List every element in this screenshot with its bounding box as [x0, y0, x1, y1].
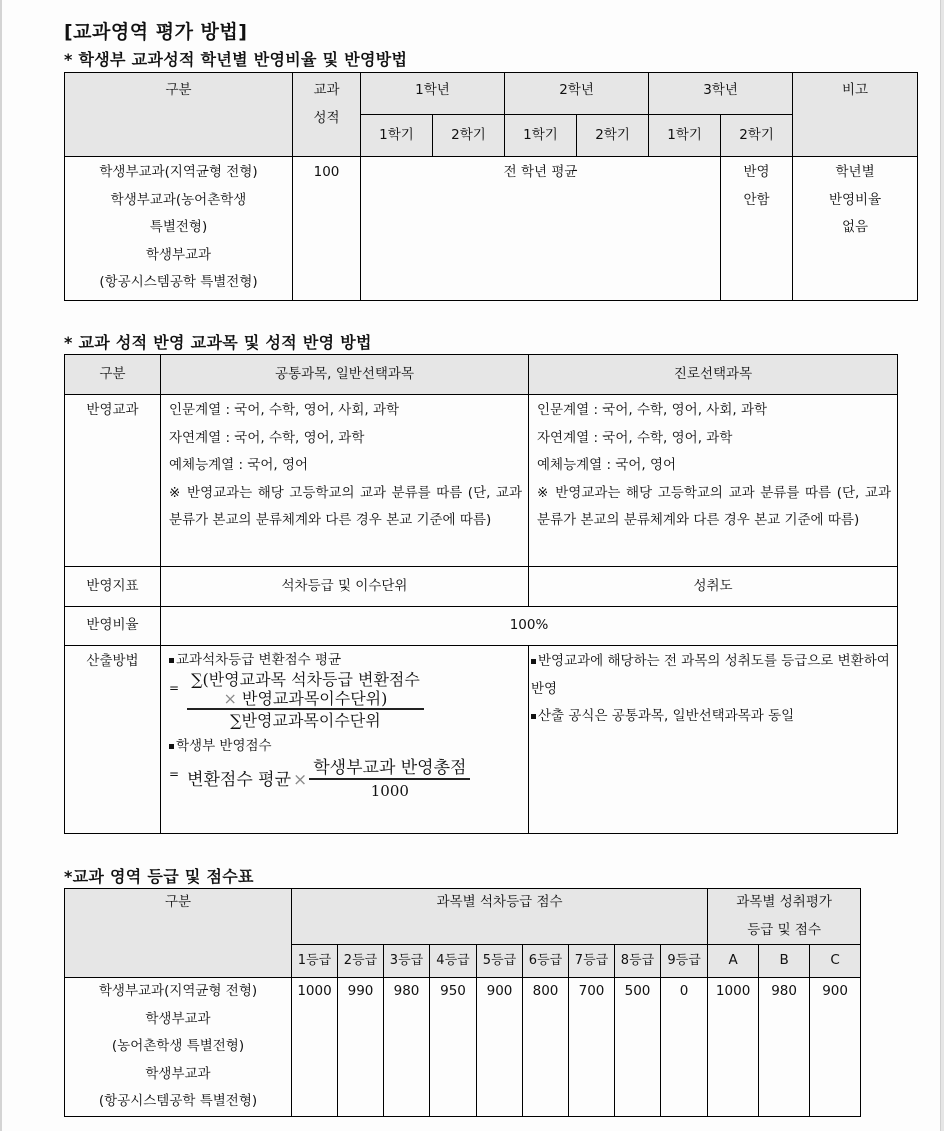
- header-rank: 6등급: [523, 945, 569, 978]
- row-label-method: 산출방법: [65, 646, 161, 834]
- subject-method-table: [64, 354, 898, 834]
- achievement-score: 980: [759, 978, 810, 1117]
- formula-record-score: = 변환점수 평균 × $\frac{\text{학생부교과 반영총점}}{1000}$: [169, 758, 522, 802]
- window-right-border: [940, 0, 944, 1131]
- header-career-subjects: 진로선택과목: [529, 355, 898, 395]
- page-title: [교과영역 평가 방법]: [64, 21, 248, 43]
- common-index: 석차등급 및 이수단위: [161, 567, 529, 607]
- row-label-index: 반영지표: [65, 567, 161, 607]
- section2-heading: * 교과 성적 반영 교과목 및 성적 반영 방법: [64, 333, 372, 352]
- rank-score: 980: [384, 978, 430, 1117]
- common-subjects-cell: 인문계열 : 국어, 수학, 영어, 사회, 과학 자연계열 : 국어, 수학, 영어, 과학 예체능계열 : 국어, 영어 ※ 반영교과는 해당 고등학교의 교과 분류를 따름 (단, 교과 분류가 본교의 분류체계와 다른 경우 본교 기준에 따름): [161, 395, 529, 567]
- row-all-years-average: 전 학년 평균: [361, 157, 721, 301]
- header-rank: 2등급: [338, 945, 384, 978]
- section3-heading: *교과 영역 등급 및 점수표: [64, 867, 254, 886]
- header-year-1: 1학년: [361, 73, 505, 115]
- rank-score: 700: [569, 978, 615, 1117]
- grade-ratio-table: [64, 72, 918, 301]
- rank-score: 800: [523, 978, 569, 1117]
- header-rank: 3등급: [384, 945, 430, 978]
- career-index: 성취도: [529, 567, 898, 607]
- grade-score-table: [64, 888, 861, 1117]
- header-year-2: 2학년: [505, 73, 649, 115]
- rank-score: 500: [615, 978, 661, 1117]
- bullet-icon: [531, 714, 536, 719]
- row-note: 학년별 반영비율 없음: [793, 157, 918, 301]
- achievement-score: 1000: [708, 978, 759, 1117]
- header-achievement: A: [708, 945, 759, 978]
- rank-score: 950: [430, 978, 477, 1117]
- row-label-ratio: 반영비율: [65, 607, 161, 646]
- header-achievement-group: 과목별 성취평가 등급 및 점수: [708, 889, 861, 945]
- common-subjects-note: ※ 반영교과는 해당 고등학교의 교과 분류를 따름 (단, 교과 분류가 본교의 분류체계와 다른 경우 본교 기준에 따름): [169, 484, 522, 528]
- header-rank: 9등급: [661, 945, 708, 978]
- header-semester: 1학기: [649, 115, 721, 157]
- header-rank: 7등급: [569, 945, 615, 978]
- ratio-value: 100%: [161, 607, 898, 646]
- window-left-border: [0, 0, 2, 1131]
- header-semester: 1학기: [505, 115, 577, 157]
- header-rank-group: 과목별 석차등급 점수: [292, 889, 708, 945]
- row-last-semester: 반영 안함: [721, 157, 793, 301]
- section1-heading: * 학생부 교과성적 학년별 반영비율 및 반영방법: [64, 50, 408, 69]
- header-achievement: C: [810, 945, 861, 978]
- header-common-subjects: 공통과목, 일반선택과목: [161, 355, 529, 395]
- career-subjects-note: ※ 반영교과는 해당 고등학교의 교과 분류를 따름 (단, 교과 분류가 본교의 분류체계와 다른 경우 본교 기준에 따름): [537, 484, 891, 528]
- header-rank: 8등급: [615, 945, 661, 978]
- row-score: 100: [293, 157, 361, 301]
- header-year-3: 3학년: [649, 73, 793, 115]
- header-semester: 2학기: [433, 115, 505, 157]
- common-method-cell: 교과석차등급 변환점수 평균 = ∑(반영교과목 석차등급 변환점수 × 반영교과목이수단위) ∑반영교과목이수단위 학생부 반영점수 = 변환점수 평균 × $\frac{\text{학생부교과 반영총점}}{1000}$: [161, 646, 529, 834]
- row-category: 학생부교과(지역균형 전형) 학생부교과(농어촌학생 특별전형) 학생부교과 (항공시스템공학 특별전형): [65, 157, 293, 301]
- header-note: 비고: [793, 73, 918, 157]
- header-category: 구분: [65, 355, 161, 395]
- header-rank: 5등급: [477, 945, 523, 978]
- career-subjects-cell: 인문계열 : 국어, 수학, 영어, 사회, 과학 자연계열 : 국어, 수학, 영어, 과학 예체능계열 : 국어, 영어 ※ 반영교과는 해당 고등학교의 교과 분류를 따름 (단, 교과 분류가 본교의 분류체계와 다른 경우 본교 기준에 따름): [529, 395, 898, 567]
- bullet-icon: [169, 658, 174, 663]
- rank-score: 990: [338, 978, 384, 1117]
- formula-conversion-average: = ∑(반영교과목 석차등급 변환점수 × 반영교과목이수단위) ∑반영교과목이수단위: [169, 670, 522, 732]
- header-category: 구분: [65, 73, 293, 157]
- header-subject-score: 교과 성적: [293, 73, 361, 157]
- header-semester: 1학기: [361, 115, 433, 157]
- achievement-score: 900: [810, 978, 861, 1117]
- bullet-icon: [169, 744, 174, 749]
- row-label-subjects: 반영교과: [65, 395, 161, 567]
- header-category: 구분: [65, 889, 292, 978]
- row-category: 학생부교과(지역균형 전형) 학생부교과 (농어촌학생 특별전형) 학생부교과 (항공시스템공학 특별전형): [65, 978, 292, 1117]
- header-semester: 2학기: [577, 115, 649, 157]
- career-method-cell: 반영교과에 해당하는 전 과목의 성취도를 등급으로 변환하여 반영 산출 공식은 공통과목, 일반선택과목과 동일: [529, 646, 898, 834]
- bullet-icon: [531, 659, 536, 664]
- header-rank: 1등급: [292, 945, 338, 978]
- rank-score: 0: [661, 978, 708, 1117]
- header-rank: 4등급: [430, 945, 477, 978]
- rank-score: 1000: [292, 978, 338, 1117]
- header-achievement: B: [759, 945, 810, 978]
- header-semester: 2학기: [721, 115, 793, 157]
- rank-score: 900: [477, 978, 523, 1117]
